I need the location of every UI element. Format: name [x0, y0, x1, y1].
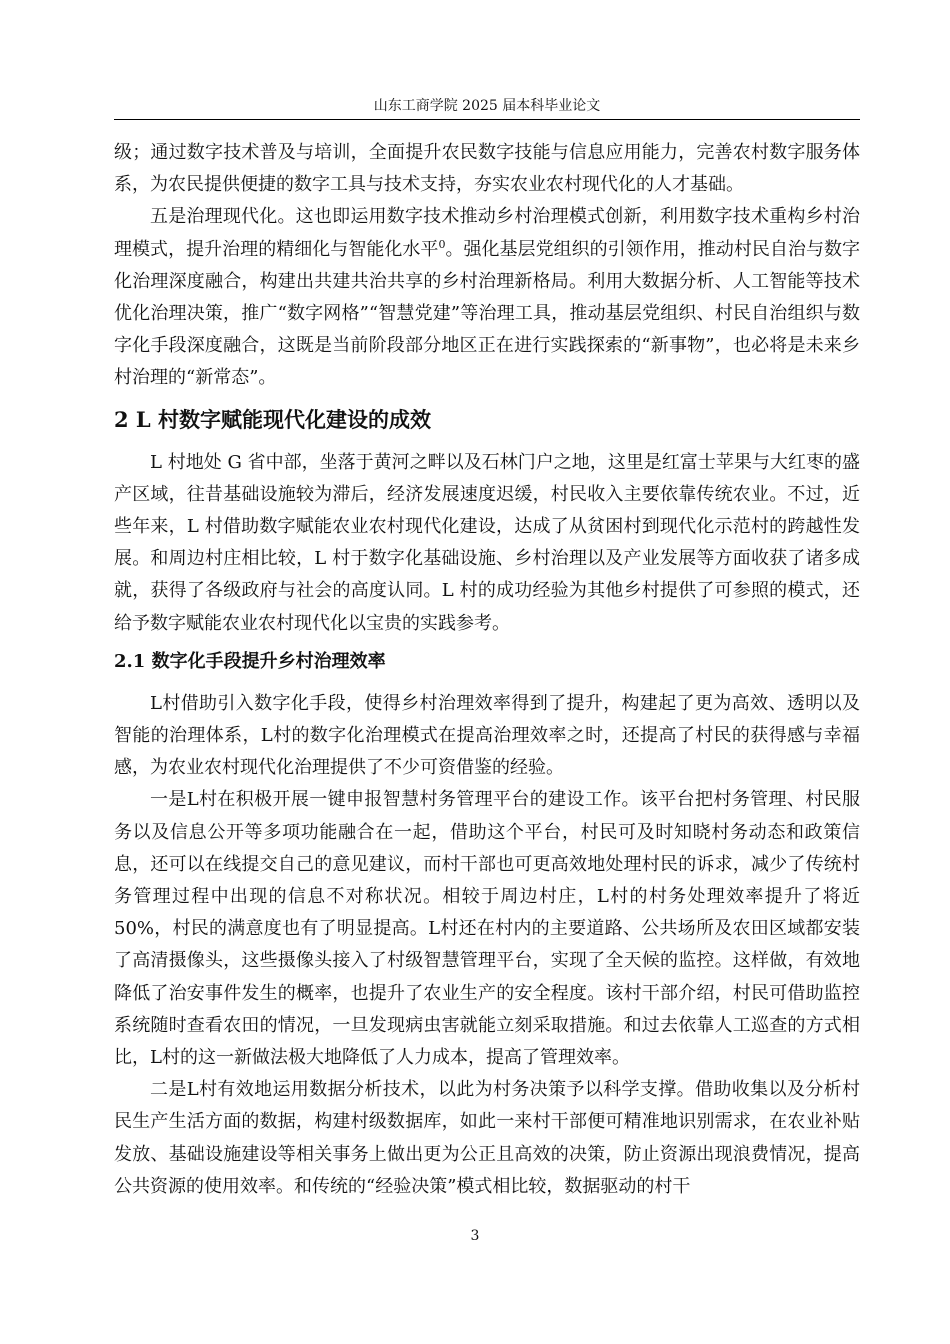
- header-rule: [114, 119, 860, 120]
- paragraph-text: 。强化基层党组织的引领作用，推动村民自治与数字化治理深度融合，构建出共建共治共享的乡村治理新格局。利用大数据分析、人工智能等技术优化治理决策，推广“数字网格”“智慧党建”等治理工具，推动基层党组织、村民自治组织与数字化手段深度融合，这既是当前阶段部分地区正在进行实践探索的“新事物”，也必将是未来乡村治理的“新常态”。: [114, 238, 860, 389]
- paragraph-governance-efficiency: L村借助引入数字化手段，使得乡村治理效率得到了提升，构建起了更为高效、透明以及智能的治理体系，L村的数字化治理模式在提高治理效率之时，还提高了村民的获得感与幸福感，为农业农村现代化治理提供了不少可资借鉴的经验。: [114, 692, 860, 779]
- paragraph-data-analysis: 二是L村有效地运用数据分析技术，以此为村务决策予以科学支撑。借助收集以及分析村民生产生活方面的数据，构建村级数据库，如此一来村干部便可精准地识别需求，在农业补贴发放、基础设施建设等相关事务上做出更为公正且高效的决策，防止资源出现浪费情况，提高公共资源的使用效率。和传统的“经验决策”模式相比较，数据驱动的村干: [114, 1079, 860, 1197]
- paragraph-smart-platform: 一是L村在积极开展一键申报智慧村务管理平台的建设工作。该平台把村务管理、村民服务以及信息公开等多项功能融合在一起，借助这个平台，村民可及时知晓村务动态和政策信息，还可以在线提交自己的意见建议，而村干部也可更高效地处理村民的诉求，减少了传统村务管理过程中出现的信息不对称状况。相较于周边村庄，L村的村务处理效率提升了将近50%，村民的满意度也有了明显提高。L村还在村内的主要道路、公共场所及农田区域都安装了高清摄像头，这些摄像头接入了村级智慧管理平台，实现了全天候的监控。这样做，有效地降低了治安事件发生的概率，也提升了农业生产的安全程度。该村干部介绍，村民可借助监控系统随时查看农田的情况，一旦发现病虫害就能立刻采取措施。和过去依靠人工巡查的方式相比，L村的这一新做法极大地降低了人力成本，提高了管理效率。: [114, 789, 860, 1069]
- paragraph-continuation: 级；通过数字技术普及与培训，全面提升农民数字技能与信息应用能力，完善农村数字服务体系，为农民提供便捷的数字工具与技术支持，夯实农业农村现代化的人才基础。: [114, 142, 860, 196]
- paragraph-text: 五是治理现代化。这也即运用数字技术推动乡村治理模式创新，利用数字技术重构乡村治理模式，提升治理的精细化与智能化水平: [114, 206, 860, 260]
- paragraph-village-overview: L 村地处 G 省中部，坐落于黄河之畔以及石林门户之地，这里是红富士苹果与大红枣的盛产区域，往昔基础设施较为滞后，经济发展速度迟缓，村民收入主要依靠传统农业。不过，近些年来，L 村借助数字赋能农业农村现代化建设，达成了从贫困村到现代化示范村的跨越性发展。和周边村庄相比较，L 村于数字化基础设施、乡村治理以及产业发展等方面收获了诸多成就，获得了各级政府与社会的高度认同。L 村的成功经验为其他乡村提供了可参照的模式，还给予数字赋能农业农村现代化以宝贵的实践参考。: [114, 451, 860, 634]
- paragraph-governance-modernization: [114, 201, 860, 394]
- section-heading-2-1: 2.1 数字化手段提升乡村治理效率: [114, 650, 386, 672]
- page-content: [114, 137, 860, 1203]
- running-header: 山东工商学院 2025 届本科毕业论文: [373, 98, 601, 114]
- page-number: 3: [470, 1228, 480, 1244]
- section-heading-2: 2 L 村数字赋能现代化建设的成效: [114, 406, 431, 432]
- footnote-reference: 0: [438, 237, 446, 251]
